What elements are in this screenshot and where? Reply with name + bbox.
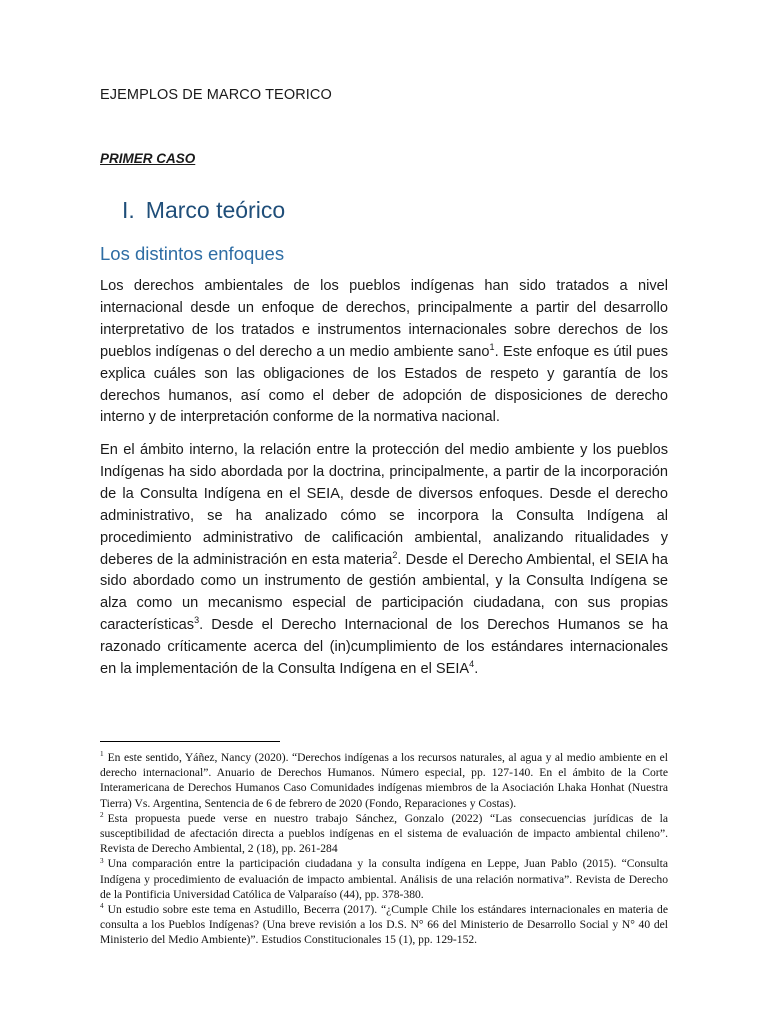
footnote	[100, 811, 668, 857]
case-label: PRIMER CASO	[100, 151, 196, 166]
footnote	[100, 902, 668, 948]
paragraph-text: . Desde el Derecho Internacional de los Derechos Humanos se ha razonado críticamente acerca del (in)cumplimiento de los estándares internacionales en la implementación de la Consulta Indígena en el SEIA	[100, 617, 668, 678]
footnote	[100, 856, 668, 902]
footnote-number: 1	[100, 750, 104, 759]
footnotes	[100, 750, 668, 948]
section-title: Marco teórico	[145, 197, 286, 223]
footnote-number: 3	[100, 856, 104, 865]
paragraph-text: . Desde el Derecho Ambiental, el SEIA ha sido abordado como un instrumento de gestión ambiental, y la Consulta Indígena se alza como un mecanismo especial de participación ciudadana, con sus propias características	[100, 551, 669, 634]
footnote-text: Una comparación entre la participación ciudadana y la consulta indígena en Leppe, Juan Pablo (2015). “Consulta Indígena y procedimiento de evaluación de impacto ambiental. Análisis de una relación normativa”. Revista de Derecho de la Pontificia Universidad Católica de Valparaíso (44), pp. 378-380.	[100, 857, 668, 901]
footnote-text: Esta propuesta puede verse en nuestro trabajo Sánchez, Gonzalo (2022) “Las consecuencias jurídicas de la susceptibilidad de afectación directa a pueblos indígenas en el sistema de evaluación de impacto ambiental chileno”. Revista de Derecho Ambiental, 2 (18), pp. 261-284	[100, 811, 668, 856]
section-heading	[122, 197, 285, 224]
paragraph-text: .	[474, 661, 479, 678]
document-title: EJEMPLOS DE MARCO TEORICO	[100, 87, 332, 103]
footnote-number: 4	[100, 902, 104, 911]
footnote-number: 2	[100, 810, 104, 819]
footnote-text: Un estudio sobre este tema en Astudillo, Becerra (2017). “¿Cumple Chile los estándares internacionales en materia de consulta a los Pueblos Indígenas? (Una breve revisión a los D.S. N° 66 del Ministerio de Desarrollo Social y N° 40 del Ministerio del Medio Ambiente)”. Estudios Constitucionales 15 (1), pp. 129-152.	[100, 903, 668, 947]
paragraph-1	[100, 276, 668, 429]
footnote	[100, 750, 668, 811]
footnote-ref[interactable]: 4	[469, 659, 475, 670]
subsection-heading: Los distintos enfoques	[100, 243, 285, 264]
footnote-ref[interactable]: 2	[392, 549, 398, 560]
section-number: I.	[122, 197, 135, 223]
footnote-ref[interactable]: 3	[194, 615, 200, 626]
paragraph-text: En el ámbito interno, la relación entre la protección del medio ambiente y los pueblos Indígenas ha sido abordada por la doctrina, principalmente, a partir de la incorporación de la Consulta Indígena en el SEIA, desde de diversos enfoques. Desde el derecho administrativo, se ha analizado cómo se incorpora la Consulta Indígena al procedimiento administrativo de calificación ambiental, analizando ritualidades y deberes de la administración en esta materia	[100, 442, 668, 568]
footnote-text: En este sentido, Yáñez, Nancy (2020). “Derechos indígenas a los recursos naturales, al agua y al medio ambiente en el derecho internacional”. Anuario de Derechos Humanos. Número especial, pp. 127-140. En el ámbito de la Corte Interamericana de Derechos Humanos Caso Comunidades indígenas miembros de la Asociación Lhaka Honhat (Nuestra Tierra) Vs. Argentina, Sentencia de 6 de febrero de 2020 (Fondo, Reparaciones y Costas).	[100, 751, 668, 810]
footnote-ref[interactable]: 1	[489, 341, 495, 352]
paragraph-text: Los derechos ambientales de los pueblos indígenas han sido tratados a nivel internacional desde un enfoque de derechos, principalmente a partir del desarrollo interpretativo de los tratados e instrumentos internacionales sobre derechos de los pueblos indígenas o del derecho a un medio ambiente sano	[100, 278, 668, 360]
paragraph-2	[100, 440, 668, 681]
footnote-separator	[100, 741, 280, 742]
paragraph-text: . Este enfoque es útil pues explica cuáles son las obligaciones de los Estados de respeto y garantía de los derechos humanos, así como el deber de adopción de disposiciones de derecho interno y de interpretación conforme de la normativa nacional.	[100, 343, 668, 426]
